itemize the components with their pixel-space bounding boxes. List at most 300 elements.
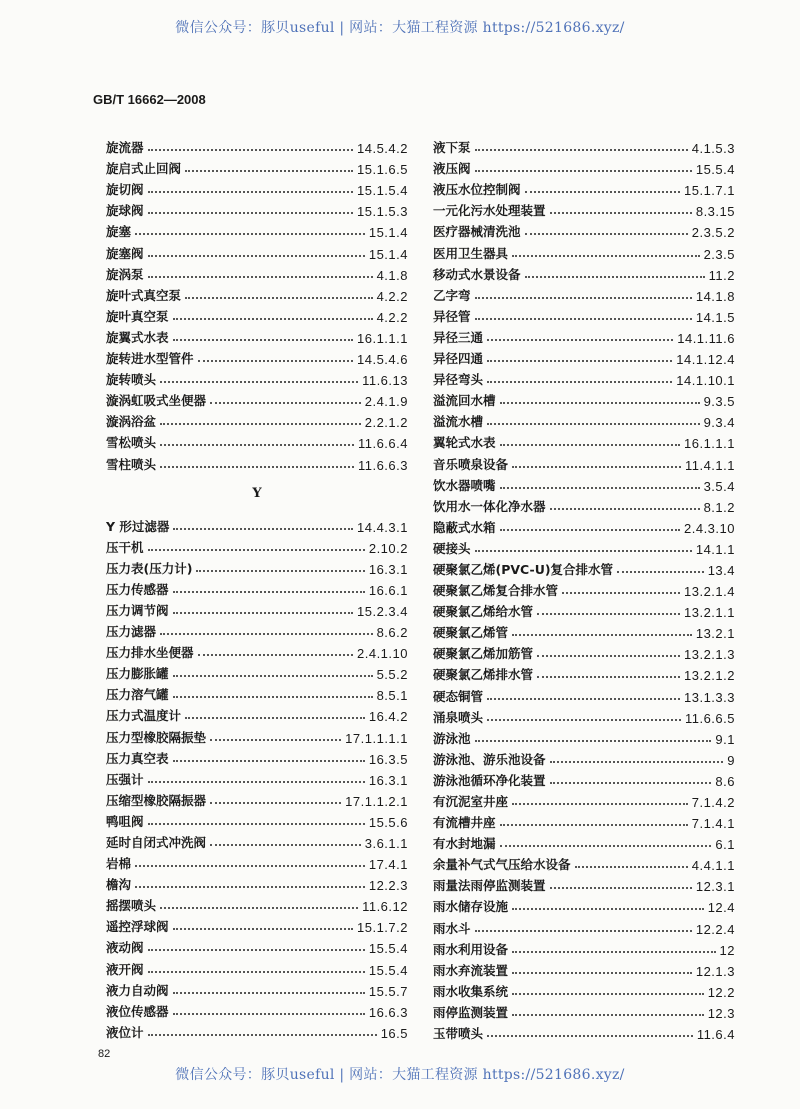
- leader-dots: [148, 191, 353, 193]
- index-term: 雨水储存设施: [433, 899, 509, 915]
- index-term: 翼轮式水表: [433, 435, 496, 451]
- clause-ref: 8.6: [715, 773, 735, 789]
- index-entry: [106, 577, 408, 598]
- clause-ref: 14.1.1: [695, 541, 735, 557]
- index-entry: [433, 135, 735, 156]
- index-entry: [106, 367, 408, 388]
- index-term: 旋切阀: [106, 182, 144, 198]
- clause-ref: 11.6.12: [362, 899, 408, 915]
- index-term: 压力式温度计: [106, 708, 182, 724]
- leader-dots: [512, 803, 688, 805]
- index-term: 异径三通: [433, 329, 484, 345]
- clause-ref: 11.6.4: [696, 1027, 735, 1043]
- index-term: 硬聚氯乙烯管: [433, 625, 509, 641]
- clause-ref: 15.1.7.2: [357, 920, 408, 936]
- index-entry: [106, 304, 408, 325]
- leader-dots: [617, 571, 704, 573]
- leader-dots: [487, 360, 672, 362]
- clause-ref: 15.1.5.3: [357, 204, 408, 220]
- clause-ref: 15.5.4: [368, 941, 408, 957]
- leader-dots: [173, 928, 353, 930]
- index-entry: [433, 198, 735, 219]
- leader-dots: [487, 339, 673, 341]
- index-term: 乙字弯: [433, 287, 471, 303]
- clause-ref: 8.1.2: [703, 499, 735, 515]
- index-entry: [433, 810, 735, 831]
- leader-dots: [160, 907, 358, 909]
- index-group-x: [106, 135, 408, 473]
- index-entry: [106, 388, 408, 409]
- index-term: 液位计: [106, 1024, 144, 1040]
- index-term: 移动式水景设备: [433, 266, 521, 282]
- clause-ref: 9.3.5: [703, 394, 735, 410]
- index-term: 异径管: [433, 308, 471, 324]
- index-term: 旋塞阀: [106, 245, 144, 261]
- index-entry: [106, 872, 408, 893]
- index-term: 液压水位控制阀: [433, 182, 521, 198]
- index-term: 溢流水槽: [433, 414, 484, 430]
- leader-dots: [173, 612, 353, 614]
- clause-ref: 16.5: [380, 1025, 408, 1041]
- index-entry: [433, 536, 735, 557]
- clause-ref: 15.1.5.4: [357, 183, 408, 199]
- index-term: 余量补气式气压给水设备: [433, 857, 571, 873]
- clause-ref: 14.1.8: [695, 288, 735, 304]
- index-term: 雨量法雨停监测装置: [433, 878, 546, 894]
- index-entry: [106, 219, 408, 240]
- index-term: 雪松喷头: [106, 435, 157, 451]
- index-entry: [106, 746, 408, 767]
- index-entry: [433, 304, 735, 325]
- index-term: 液压阀: [433, 161, 471, 177]
- clause-ref: 2.4.1.9: [364, 394, 408, 410]
- leader-dots: [500, 824, 688, 826]
- clause-ref: 11.6.13: [362, 373, 408, 389]
- index-entry: [106, 682, 408, 703]
- leader-dots: [500, 529, 680, 531]
- leader-dots: [487, 698, 680, 700]
- index-term: 压干机: [106, 539, 144, 555]
- clause-ref: 15.1.4: [368, 225, 408, 241]
- index-entry: [433, 219, 735, 240]
- index-entry: [106, 956, 408, 977]
- clause-ref: 16.3.1: [368, 561, 408, 577]
- index-term: 檐沟: [106, 877, 132, 893]
- leader-dots: [210, 844, 361, 846]
- leader-dots: [500, 845, 712, 847]
- clause-ref: 4.2.2: [376, 309, 408, 325]
- leader-dots: [537, 676, 680, 678]
- leader-dots: [210, 802, 341, 804]
- index-entry: [433, 958, 735, 979]
- clause-ref: 8.6.2: [376, 625, 408, 641]
- leader-dots: [148, 823, 365, 825]
- index-term: 游泳池: [433, 730, 471, 746]
- leader-dots: [148, 255, 365, 257]
- leader-dots: [550, 782, 712, 784]
- index-term: 液下泵: [433, 140, 471, 156]
- leader-dots: [210, 739, 341, 741]
- clause-ref: 5.5.2: [376, 667, 408, 683]
- index-term: 雪柱喷头: [106, 456, 157, 472]
- index-entry: [433, 156, 735, 177]
- index-term: 鸭咀阀: [106, 813, 144, 829]
- index-entry: [433, 557, 735, 578]
- index-entry: [106, 914, 408, 935]
- index-term: 游泳池、游乐池设备: [433, 751, 546, 767]
- index-term: 旋流器: [106, 140, 144, 156]
- leader-dots: [148, 781, 365, 783]
- clause-ref: 14.5.4.6: [357, 352, 408, 368]
- index-term: 硬接头: [433, 540, 471, 556]
- leader-dots: [173, 675, 373, 677]
- leader-dots: [148, 212, 353, 214]
- clause-ref: 15.5.4: [695, 162, 735, 178]
- leader-dots: [173, 591, 365, 593]
- leader-dots: [185, 297, 373, 299]
- index-term: 有流槽井座: [433, 815, 496, 831]
- index-entry: [433, 894, 735, 915]
- index-term: 压力溶气罐: [106, 687, 169, 703]
- index-term: 医用卫生器具: [433, 245, 509, 261]
- clause-ref: 15.5.7: [368, 983, 408, 999]
- index-term: 压力型橡胶隔振垫: [106, 729, 207, 745]
- clause-ref: 16.1.1.1: [357, 330, 408, 346]
- clause-ref: 15.5.4: [368, 962, 408, 978]
- page-number: 82: [98, 1048, 111, 1060]
- index-term: 有沉泥室井座: [433, 794, 509, 809]
- index-term: 延时自闭式冲洗阀: [106, 835, 207, 850]
- index-term: 摇摆喷头: [106, 898, 157, 914]
- index-entry: [106, 1020, 408, 1041]
- index-entry: [106, 893, 408, 914]
- leader-dots: [512, 466, 681, 468]
- index-term: 压力表(压力计): [106, 560, 193, 576]
- leader-dots: [500, 444, 680, 446]
- clause-ref: 14.5.4.2: [357, 141, 408, 157]
- index-term: 硬态铜管: [433, 688, 484, 704]
- clause-ref: 12.1.3: [695, 963, 735, 979]
- index-term: 漩涡浴盆: [106, 414, 157, 430]
- index-entry: [106, 556, 408, 577]
- index-entry: [433, 1021, 735, 1042]
- leader-dots: [475, 318, 692, 320]
- clause-ref: 14.1.10.1: [676, 373, 735, 389]
- clause-ref: 6.1: [715, 837, 735, 853]
- clause-ref: 16.3.1: [368, 772, 408, 788]
- index-entry: [433, 789, 735, 810]
- index-entry: [106, 430, 408, 451]
- leader-dots: [487, 1035, 693, 1037]
- index-entry: [106, 198, 408, 219]
- index-term: 雨水收集系统: [433, 983, 509, 999]
- index-term: 雨水利用设备: [433, 941, 509, 957]
- leader-dots: [148, 149, 353, 151]
- clause-ref: 3.5.4: [703, 478, 735, 494]
- clause-ref: 3.6.1.1: [364, 836, 408, 851]
- leader-dots: [475, 170, 692, 172]
- clause-ref: 8.5.1: [376, 688, 408, 704]
- leader-dots: [148, 949, 365, 951]
- index-entry: [433, 747, 735, 768]
- leader-dots: [173, 760, 365, 762]
- leader-dots: [512, 634, 692, 636]
- index-term: 液力自动阀: [106, 982, 169, 998]
- index-entry: [106, 156, 408, 177]
- clause-ref: 12.4: [707, 900, 735, 916]
- leader-dots: [525, 191, 680, 193]
- leader-dots: [196, 570, 364, 572]
- index-term: 遥控浮球阀: [106, 919, 169, 935]
- leader-dots: [512, 993, 704, 995]
- watermark-bottom: 微信公众号：豚贝useful | 网站：大猫工程资源 https://521686.xyz/: [175, 1067, 625, 1083]
- index-entry: [106, 451, 408, 472]
- index-entry: [106, 999, 408, 1020]
- index-entry: [433, 831, 735, 852]
- index-term: 漩涡虹吸式坐便器: [106, 393, 207, 409]
- index-entry: [433, 451, 735, 472]
- index-entry: [433, 578, 735, 599]
- index-entry: [433, 283, 735, 304]
- index-term: 压力膨胀罐: [106, 666, 169, 682]
- index-term: 异径四通: [433, 351, 484, 367]
- index-entry: [433, 177, 735, 198]
- leader-dots: [525, 276, 705, 278]
- leader-dots: [160, 423, 361, 425]
- leader-dots: [173, 696, 373, 698]
- leader-dots: [525, 233, 688, 235]
- leader-dots: [550, 887, 692, 889]
- leader-dots: [173, 528, 353, 530]
- index-entry: [106, 788, 408, 809]
- leader-dots: [475, 930, 692, 932]
- index-entry: [106, 598, 408, 619]
- leader-dots: [487, 423, 700, 425]
- clause-ref: 11.6.6.3: [357, 457, 408, 473]
- clause-ref: 16.1.1.1: [684, 436, 735, 452]
- index-term: 液动阀: [106, 940, 144, 956]
- index-entry: [106, 135, 408, 156]
- index-column-left: [106, 135, 408, 1041]
- index-term: 医疗器械清洗池: [433, 224, 521, 240]
- clause-ref: 2.4.3.10: [684, 520, 735, 536]
- clause-ref: 4.1.8: [376, 267, 408, 283]
- index-entry: [106, 240, 408, 261]
- index-term: 游泳池循环净化装置: [433, 772, 546, 788]
- leader-dots: [198, 360, 353, 362]
- index-term: 涌泉喷头: [433, 709, 484, 725]
- index-entry: [433, 705, 735, 726]
- leader-dots: [487, 381, 672, 383]
- clause-ref: 2.4.1.10: [357, 646, 408, 662]
- leader-dots: [148, 549, 365, 551]
- index-entry: [433, 937, 735, 958]
- index-term: 旋涡泵: [106, 266, 144, 282]
- clause-ref: 15.1.4: [368, 246, 408, 262]
- clause-ref: 14.1.5: [695, 309, 735, 325]
- leader-dots: [575, 866, 688, 868]
- clause-ref: 2.2.1.2: [364, 415, 408, 431]
- index-entry: [433, 768, 735, 789]
- leader-dots: [550, 508, 700, 510]
- index-entry: [433, 346, 735, 367]
- index-term: 硬聚氯乙烯给水管: [433, 604, 534, 620]
- clause-ref: 15.5.6: [368, 814, 408, 830]
- clause-ref: 13.1.3.3: [684, 689, 735, 705]
- leader-dots: [512, 255, 700, 257]
- leader-dots: [550, 212, 692, 214]
- index-entry: [106, 767, 408, 788]
- index-entry: [433, 240, 735, 261]
- leader-dots: [475, 740, 712, 742]
- clause-ref: 17.1.1.2.1: [345, 793, 408, 809]
- index-entry: [106, 935, 408, 956]
- clause-ref: 12.2.4: [695, 921, 735, 937]
- clause-ref: 11.4.1.1: [684, 457, 735, 473]
- leader-dots: [500, 402, 700, 404]
- index-entry: [106, 640, 408, 661]
- leader-dots: [185, 170, 353, 172]
- leader-dots: [148, 971, 365, 973]
- leader-dots: [135, 233, 365, 235]
- index-entry: [433, 367, 735, 388]
- index-term: 液位传感器: [106, 1003, 169, 1019]
- index-term: 有水封地漏: [433, 836, 496, 852]
- index-term: 硬聚氯乙烯(PVC-U)复合排水管: [433, 561, 614, 577]
- index-term: 雨水弃流装置: [433, 962, 509, 978]
- index-term: 旋启式止回阀: [106, 161, 182, 177]
- index-term: 旋转进水型管件: [106, 351, 194, 367]
- clause-ref: 16.6.3: [368, 1004, 408, 1020]
- clause-ref: 7.1.4.2: [691, 795, 735, 810]
- index-entry: [433, 515, 735, 536]
- index-term: 压力真空表: [106, 750, 169, 766]
- clause-ref: 15.1.7.1: [684, 183, 735, 199]
- leader-dots: [550, 761, 724, 763]
- index-entry: [433, 473, 735, 494]
- clause-ref: 2.3.5: [703, 246, 735, 262]
- index-term: 旋叶真空泵: [106, 308, 169, 324]
- index-term: 旋球阀: [106, 203, 144, 219]
- index-entry: [433, 262, 735, 283]
- leader-dots: [210, 402, 361, 404]
- index-entry: [106, 661, 408, 682]
- index-term: 旋翼式水表: [106, 329, 169, 345]
- leader-dots: [148, 276, 373, 278]
- index-entry: [106, 978, 408, 999]
- clause-ref: 11.2: [708, 267, 735, 283]
- clause-ref: 12.3: [707, 1005, 735, 1021]
- index-term: 隐蔽式水箱: [433, 519, 496, 535]
- leader-dots: [475, 297, 692, 299]
- index-term: 压强计: [106, 771, 144, 787]
- clause-ref: 13.2.1.3: [684, 647, 735, 663]
- index-term: 压力排水坐便器: [106, 645, 194, 661]
- leader-dots: [160, 466, 354, 468]
- leader-dots: [537, 655, 680, 657]
- leader-dots: [135, 886, 365, 888]
- leader-dots: [475, 550, 692, 552]
- clause-ref: 15.2.3.4: [357, 603, 408, 619]
- leader-dots: [173, 992, 365, 994]
- clause-ref: 11.6.6.4: [357, 436, 408, 452]
- clause-ref: 12.3.1: [695, 879, 735, 895]
- clause-ref: 13.2.1.4: [684, 584, 735, 600]
- leader-dots: [173, 318, 373, 320]
- index-entry: [433, 726, 735, 747]
- clause-ref: 12.2: [707, 984, 735, 1000]
- clause-ref: 12.2.3: [368, 878, 408, 894]
- standard-number: GB/T 16662—2008: [93, 92, 206, 107]
- index-term: 液开阀: [106, 961, 144, 977]
- index-entry: [106, 514, 408, 535]
- watermark-top: 微信公众号：豚贝useful | 网站：大猫工程资源 https://521686.xyz/: [175, 20, 625, 36]
- leader-dots: [185, 717, 365, 719]
- index-term: 硬聚氯乙烯复合排水管: [433, 583, 559, 599]
- index-entry: [433, 915, 735, 936]
- index-entry: [106, 619, 408, 640]
- leader-dots: [198, 654, 353, 656]
- leader-dots: [173, 339, 353, 341]
- leader-dots: [512, 1014, 704, 1016]
- index-term: 玉带喷头: [433, 1026, 484, 1042]
- index-entry: [433, 430, 735, 451]
- index-term: 饮水器喷嘴: [433, 477, 496, 493]
- clause-ref: 14.1.11.6: [677, 330, 735, 346]
- leader-dots: [512, 972, 692, 974]
- index-term: 硬聚氯乙烯加筋管: [433, 646, 534, 662]
- clause-ref: 2.10.2: [368, 540, 408, 556]
- index-entry: [106, 262, 408, 283]
- index-term: 异径弯头: [433, 372, 484, 388]
- leader-dots: [135, 865, 365, 867]
- leader-dots: [487, 719, 681, 721]
- index-term: 旋转喷头: [106, 372, 157, 388]
- index-term: 岩棉: [106, 856, 132, 872]
- index-entry: [433, 852, 735, 873]
- leader-dots: [173, 1013, 365, 1015]
- clause-ref: 16.4.2: [368, 709, 408, 725]
- index-entry: [433, 388, 735, 409]
- clause-ref: 13.2.1.2: [684, 668, 735, 684]
- index-term: 雨停监测装置: [433, 1004, 509, 1020]
- index-term: 压力调节阀: [106, 602, 169, 618]
- leader-dots: [562, 592, 680, 594]
- index-term: 旋塞: [106, 224, 132, 240]
- clause-ref: 9: [727, 752, 735, 768]
- leader-dots: [475, 149, 688, 151]
- index-entry: [433, 683, 735, 704]
- index-entry: [433, 494, 735, 515]
- index-term: 一元化污水处理装置: [433, 203, 546, 219]
- index-entry: [106, 809, 408, 830]
- clause-ref: 12: [719, 942, 735, 958]
- clause-ref: 13.4: [707, 562, 735, 578]
- index-term: 压缩型橡胶隔振器: [106, 792, 207, 808]
- clause-ref: 11.6.6.5: [684, 710, 735, 726]
- index-entry: [106, 703, 408, 724]
- index-entry: [433, 1000, 735, 1021]
- index-term: 雨水斗: [433, 920, 471, 936]
- index-term: Y 形过滤器: [106, 518, 170, 534]
- section-heading-y: Y: [252, 485, 262, 501]
- index-entry: [106, 177, 408, 198]
- index-entry: [433, 662, 735, 683]
- index-entry: [433, 325, 735, 346]
- clause-ref: 4.2.2: [376, 288, 408, 304]
- index-entry: [106, 724, 408, 745]
- leader-dots: [512, 951, 716, 953]
